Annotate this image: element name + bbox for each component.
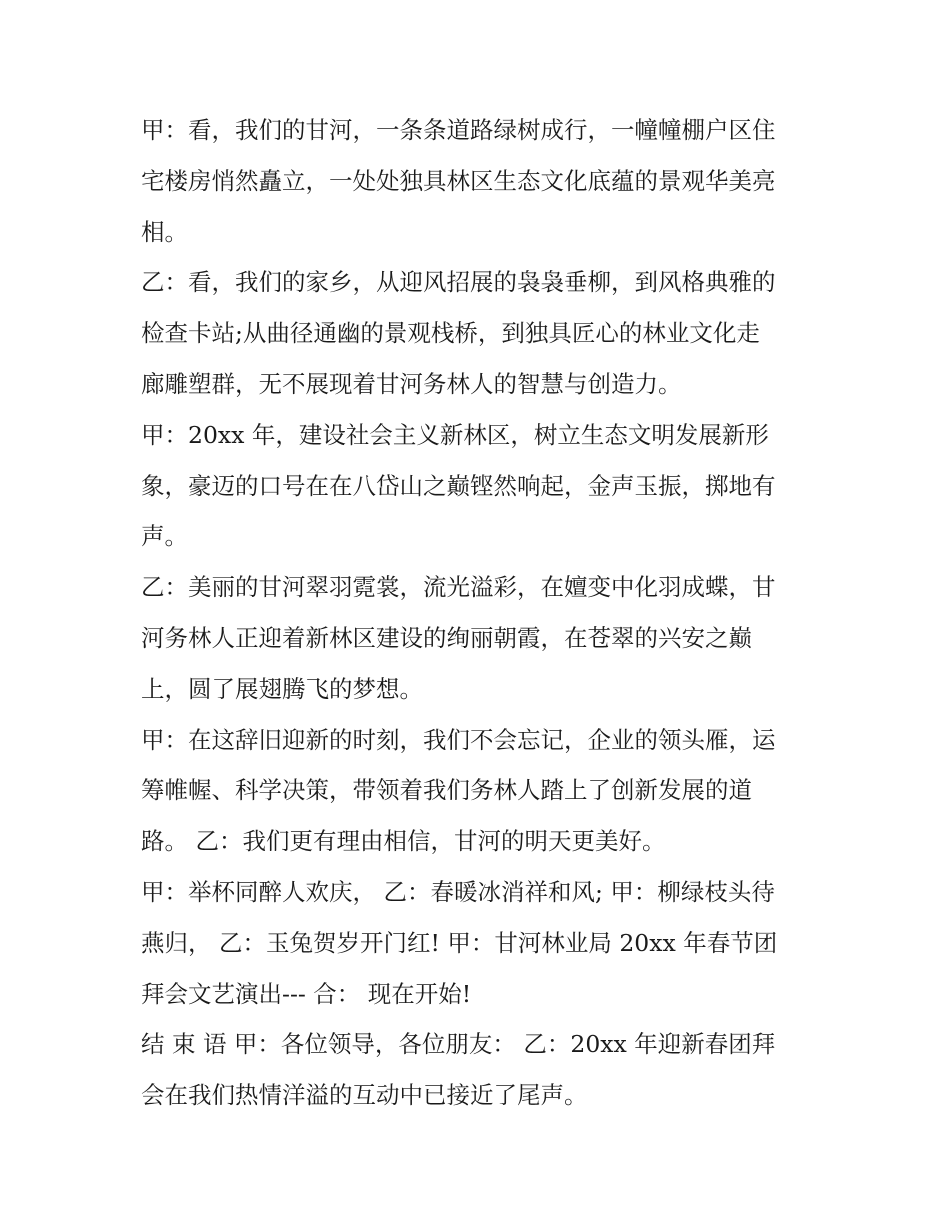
text-line: 甲：举杯同醉人欢庆， 乙：春暖冰消祥和风; 甲：柳绿枝头待 bbox=[141, 877, 775, 906]
text-line: 甲：20xx 年，建设社会主义新林区，树立生态文明发展新形 bbox=[141, 420, 769, 449]
text-line: 相。 bbox=[141, 217, 188, 246]
text-line: 廊雕塑群，无不展现着甘河务林人的智慧与创造力。 bbox=[141, 369, 682, 398]
text-line: 结 束 语 甲：各位领导，各位朋友： 乙：20xx 年迎新春团拜 bbox=[141, 1030, 776, 1059]
text-line: 甲：看，我们的甘河，一条条道路绿树成行，一幢幢棚户区住 bbox=[141, 116, 776, 144]
paragraph-4 bbox=[141, 562, 813, 714]
paragraph-7 bbox=[141, 1019, 813, 1121]
text-line: 上，圆了展翅腾飞的梦想。 bbox=[141, 674, 423, 703]
text-line: 燕归， 乙：玉兔贺岁开门红! 甲：甘河林业局 20xx 年春节团 bbox=[141, 928, 778, 957]
text-line: 甲：在这辞旧迎新的时刻，我们不会忘记，企业的领头雁，运 bbox=[141, 725, 776, 754]
document-body bbox=[141, 105, 813, 1121]
text-line: 声。 bbox=[141, 522, 188, 551]
text-line: 宅楼房悄然矗立，一处处独具林区生态文化底蕴的景观华美亮 bbox=[141, 166, 776, 195]
text-line: 会在我们热情洋溢的互动中已接近了尾声。 bbox=[141, 1081, 588, 1110]
text-line: 乙：美丽的甘河翠羽霓裳，流光溢彩，在嬗变中化羽成蝶，甘 bbox=[141, 573, 776, 602]
text-line: 河务林人正迎着新林区建设的绚丽朝霞，在苍翠的兴安之巅 bbox=[141, 623, 752, 652]
paragraph-1 bbox=[141, 105, 813, 257]
text-line: 路。 乙：我们更有理由相信，甘河的明天更美好。 bbox=[141, 827, 666, 856]
text-line: 筹帷幄、科学决策，带领着我们务林人踏上了创新发展的道 bbox=[141, 776, 752, 805]
text-line: 象，豪迈的口号在在八岱山之巅铿然响起，金声玉振，掷地有 bbox=[141, 471, 776, 500]
text-line: 乙：看，我们的家乡，从迎风招展的袅袅垂柳，到风格典雅的 bbox=[141, 268, 776, 297]
paragraph-6 bbox=[141, 867, 813, 1019]
paragraph-5 bbox=[141, 715, 813, 867]
paragraph-3 bbox=[141, 410, 813, 562]
paragraph-2 bbox=[141, 257, 813, 409]
text-line: 拜会文艺演出--- 合： 现在开始! bbox=[141, 979, 472, 1008]
text-line: 检查卡站;从曲径通幽的景观栈桥，到独具匠心的林业文化走 bbox=[141, 319, 760, 348]
